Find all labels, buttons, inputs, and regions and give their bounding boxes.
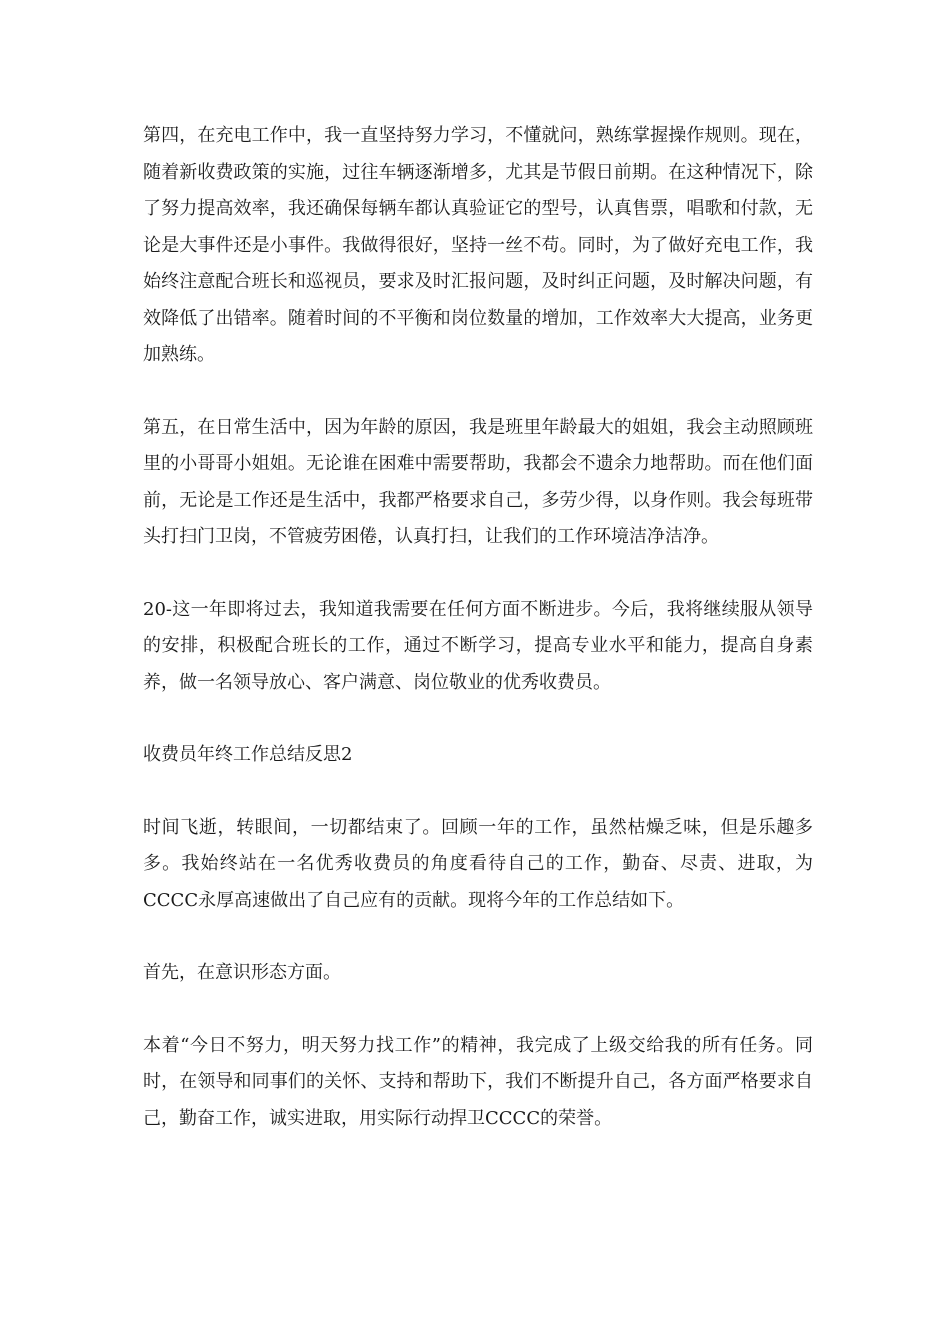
section-heading: 收费员年终工作总结反思2 (143, 744, 353, 765)
paragraph-fourth-point: 第四，在充电工作中，我一直坚持努力学习，不懂就问，熟练掌握操作规则。现在，随着新收费政策的实施，过往车辆逐渐增多，尤其是节假日前期。在这种情况下，除了努力提高效率，我还确保每辆车都认真验证它的型号，认真售票，唱歌和付款，无论是大事件还是小事件。我做得很好，坚持一丝不苟。同时，为了做好充电工作，我始终注意配合班长和巡视员，要求及时汇报问题，及时纠正问题，及时解决问题，有效降低了出错率。随着时间的不平衡和岗位数量的增加，工作效率大大提高，业务更加熟练。 (143, 125, 813, 365)
document-body (143, 118, 813, 1173)
paragraph-fifth-point: 第五，在日常生活中，因为年龄的原因，我是班里年龄最大的姐姐，我会主动照顾班里的小哥哥小姐姐。无论谁在困难中需要帮助，我都会不遗余力地帮助。而在他们面前，无论是工作还是生活中，我都严格要求自己，多劳少得，以身作则。我会每班带头打扫门卫岗，不管疲劳困倦，认真打扫，让我们的工作环境洁净洁净。 (143, 416, 813, 547)
paragraph-spirit: 本着“今日不努力，明天努力找工作”的精神，我完成了上级交给我的所有任务。同时，在领导和同事们的关怀、支持和帮助下，我们不断提升自己，各方面严格要求自己，勤奋工作，诚实进取，用实际行动捍卫CCCC的荣誉。 (143, 1034, 813, 1129)
paragraph-year-conclusion: 20-这一年即将过去，我知道我需要在任何方面不断进步。今后，我将继续服从领导的安排，积极配合班长的工作，通过不断学习，提高专业水平和能力，提高自身素养，做一名领导放心、客户满意、岗位敬业的优秀收费员。 (143, 598, 813, 693)
paragraph-first-point: 首先，在意识形态方面。 (143, 962, 341, 983)
paragraph-intro: 时间飞逝，转眼间，一切都结束了。回顾一年的工作，虽然枯燥乏味，但是乐趣多多。我始终站在一名优秀收费员的角度看待自己的工作，勤奋、尽责、进取，为CCCC永厚高速做出了自己应有的贡献。现将今年的工作总结如下。 (143, 816, 813, 911)
